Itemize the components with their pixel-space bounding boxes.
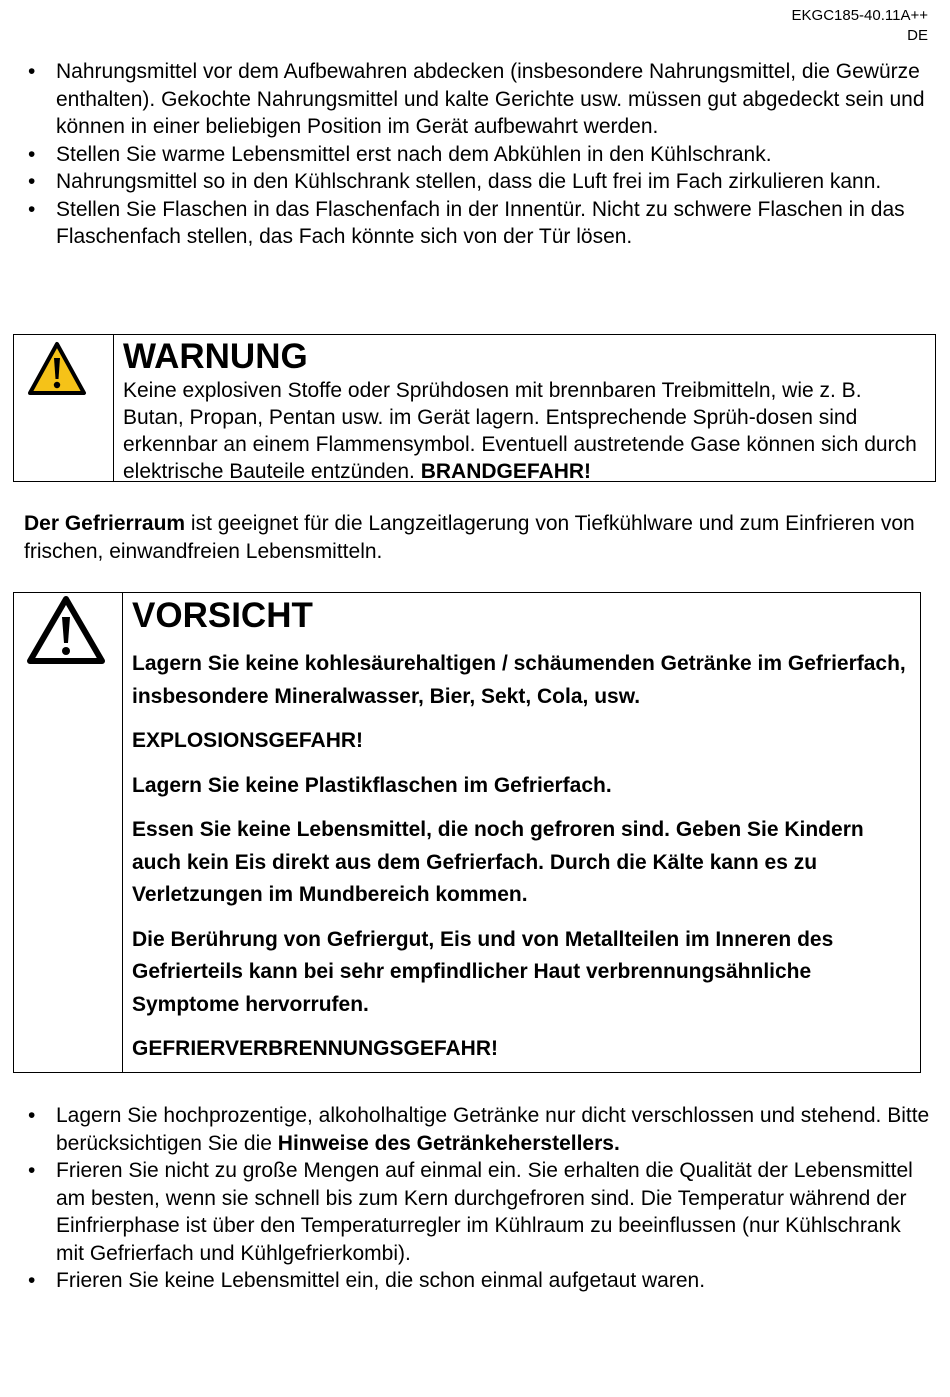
caution-paragraph: Die Berührung von Gefriergut, Eis und von Metallteilen im Inneren des Gefrierteils kann bei sehr empfindlicher Haut verbrennungsähnliche Symptome hervorrufen. <box>132 927 834 1016</box>
freezing-tips-list <box>0 1102 950 1295</box>
warning-triangle-yellow-icon <box>26 340 88 398</box>
caution-triangle-icon <box>24 593 108 667</box>
caution-paragraph: Lagern Sie keine kohlesäurehaltigen / schäumenden Getränke im Gefrierfach, insbesondere Mineralwasser, Bier, Sekt, Cola, usw. <box>132 652 906 708</box>
list-item-text: Stellen Sie warme Lebensmittel erst nach dem Abkühlen in den Kühlschrank. <box>56 142 772 166</box>
bullet-icon: • <box>28 1104 36 1127</box>
bullet-icon: • <box>28 1269 36 1292</box>
list-item <box>0 1102 950 1157</box>
list-item-text: Nahrungsmittel vor dem Aufbewahren abdecken (insbesondere Nahrungsmittel, die Gewürze enthalten). Gekochte Nahrungsmittel und kalte Gerichte usw. müssen gut abgedeckt sein und können in einer beliebigen Position im Gerät aufbewahrt werden. <box>56 60 925 138</box>
caution-paragraph: Essen Sie keine Lebensmittel, die noch gefroren sind. Geben Sie Kindern auch kein Eis direkt aus dem Gefrierfach. Durch die Kälte kann es zu Verletzungen im Mundbereich kommen. <box>132 818 864 906</box>
fire-hazard-emphasis: BRANDGEFAHR! <box>420 460 592 483</box>
list-item <box>0 141 950 169</box>
list-item <box>0 58 950 141</box>
list-item-text: Frieren Sie keine Lebensmittel ein, die schon einmal aufgetaut waren. <box>56 1269 706 1292</box>
bullet-icon: • <box>28 1159 36 1182</box>
list-item-text: Lagern Sie hochprozentige, alkoholhaltige Getränke nur dicht verschlossen und stehend. Bitte berücksichtigen Sie die <box>56 1104 930 1155</box>
warning-title: WARNUNG <box>123 337 308 376</box>
caution-box <box>13 592 921 1073</box>
caution-icon-cell <box>14 593 123 1072</box>
caution-paragraph: GEFRIERVERBRENNUNGSGEFAHR! <box>132 1037 498 1060</box>
bullet-icon: • <box>28 197 36 221</box>
bullet-icon: • <box>28 60 36 83</box>
bullet-icon: • <box>28 170 36 193</box>
list-item-text: Frieren Sie nicht zu große Mengen auf einmal ein. Sie erhalten die Qualität der Lebensmittel am besten, wenn sie schnell bis zum Kern durchgefroren sind. Die Temperatur während der Einfrierphase ist über den Temperaturregler im Kühlraum zu beeinflussen (nur Kühlschrank mit Gefrierfach und Kühlgefrierkombi). <box>56 1159 913 1265</box>
caution-paragraph: Lagern Sie keine Plastikflaschen im Gefrierfach. <box>132 773 612 797</box>
warning-icon-cell <box>14 335 114 481</box>
list-item <box>0 1157 950 1267</box>
language-code: DE <box>907 27 928 44</box>
list-item-text: Nahrungsmittel so in den Kühlschrank stellen, dass die Luft frei im Fach zirkulieren kann. <box>56 170 882 193</box>
caution-paragraph: EXPLOSIONSGEFAHR! <box>132 729 364 752</box>
caution-title: VORSICHT <box>132 596 313 635</box>
list-item <box>0 168 950 196</box>
storage-tips-list <box>0 58 950 251</box>
page-header <box>792 6 928 46</box>
list-item-emphasis: Hinweise des Getränkeherstellers. <box>277 1131 620 1155</box>
document-code: EKGC185-40.11A++ <box>791 7 928 24</box>
warning-box <box>13 334 936 482</box>
bullet-icon: • <box>28 142 36 166</box>
list-item <box>0 196 950 251</box>
list-item <box>0 1267 950 1295</box>
freezer-term: Der Gefrierraum <box>24 512 186 535</box>
warning-text: Keine explosiven Stoffe oder Sprühdosen mit brennbaren Treibmitteln, wie z. B. Butan, Propan, Pentan usw. im Gerät lagern. Entsprechende Sprüh-dosen sind erkennbar an einem Flammensymbol. Eventuell austretende Gase können sich durch elektrische Bauteile entzünden. BRANDGEFAHR! <box>123 379 917 483</box>
freezer-paragraph <box>24 510 924 565</box>
list-item-text: Stellen Sie Flaschen in das Flaschenfach in der Innentür. Nicht zu schwere Flaschen in das Flaschenfach stellen, das Fach könnte sich von der Tür lösen. <box>56 197 905 248</box>
freezer-text: ist geeignet für die Langzeitlagerung von Tiefkühlware und zum Einfrieren von frischen, einwandfreien Lebensmitteln. <box>24 512 915 563</box>
